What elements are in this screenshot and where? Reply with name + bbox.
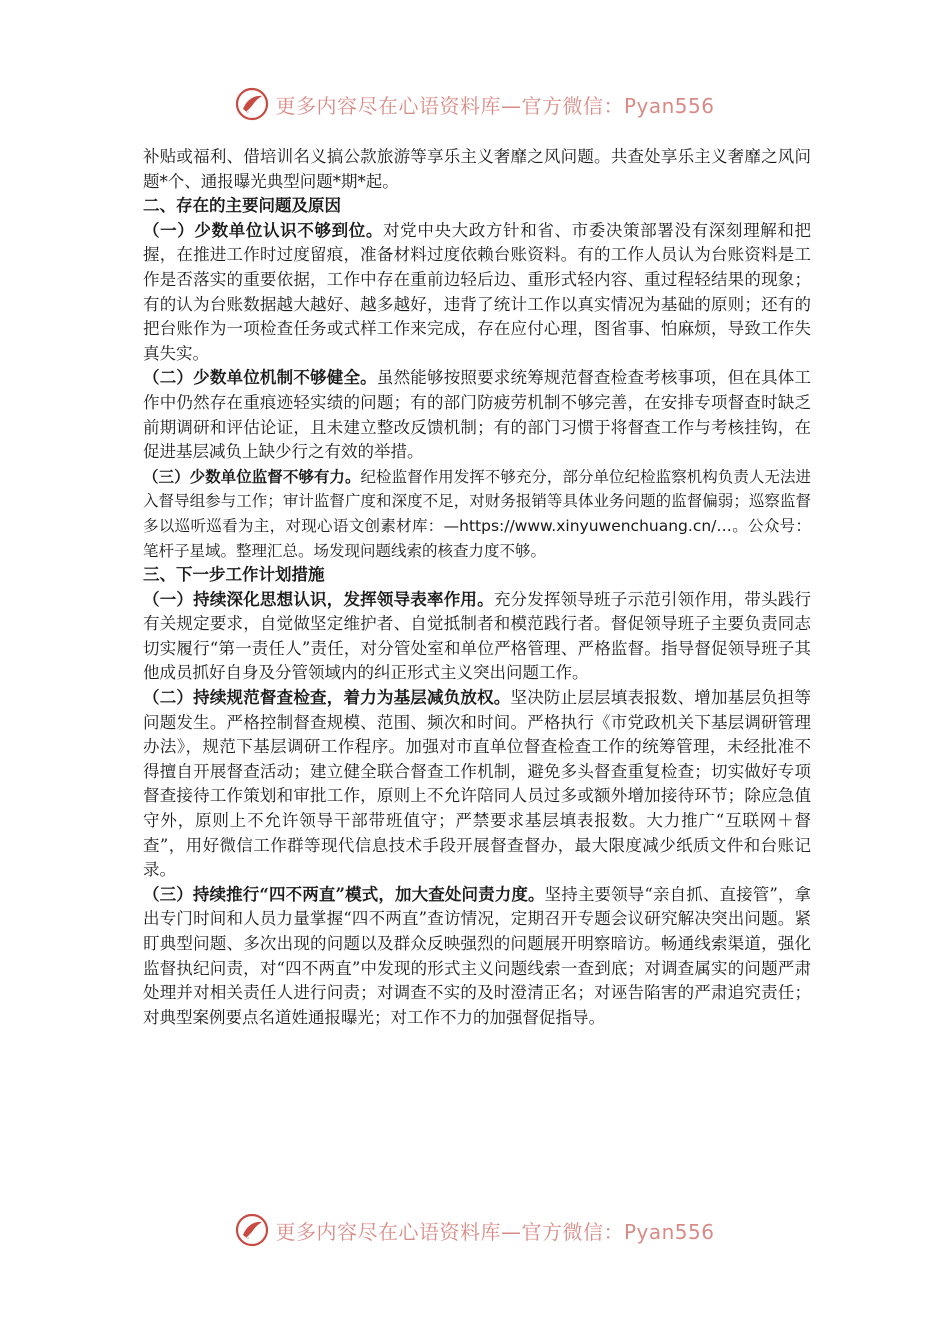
paragraph-body: 坚持主要领导“亲自抓、直接管”，拿出专门时间和人员力量掌握“四不两直”查访情况，定期召开专题会议研究解决突出问题。紧盯典型问题、多次出现的问题以及群众反映强烈的问题展开明察暗访。畅通线索渠道，强化监督执纪问责，对“四不两直”中发现的形式主义问题线索一查到底；对调查属实的问题严肃处理并对相关责任人进行问责；对调查不实的及时澄清正名；对诬告陷害的严肃追究责任；对典型案例要点名道姓通报曝光；对工作不力的加强督促指导。 [143, 884, 812, 1027]
paragraph-measure-1 [143, 588, 811, 686]
brand-logo-icon [235, 1213, 269, 1247]
document-body [143, 145, 811, 1030]
paragraph-body: 坚决防止层层填表报数、增加基层负担等问题发生。严格控制督查规模、范围、频次和时间。严格执行《市党政机关下基层调研管理办法》，规范下基层调研工作程序。加强对市直单位督查检查工作的统筹管理，未经批准不得擅自开展督查活动；建立健全联合督查工作机制，避免多头督查重复检查；切实做好专项督查接待工作策划和审批工作，原则上不允许陪同人员过多或额外增加接待环节；除应急值守外，原则上不允许领导干部带班值守；严禁要求基层填表报数。大力推广“互联网＋督查”，用好微信工作群等现代信息技术手段开展督查督办，最大限度减少纸质文件和台账记录。 [143, 688, 812, 880]
paragraph-problem-3 [143, 465, 811, 563]
paragraph-lead: （三）持续推行“四不两直”模式，加大查处问责力度。 [143, 884, 545, 904]
brand-logo-icon [235, 87, 269, 121]
paragraph-body: 对党中央大政方针和省、市委决策部署没有深刻理解和把握，在推进工作时过度留痕，准备材料过度依赖台账资料。有的工作人员认为台账资料是工作是否落实的重要依据，工作中存在重前边轻后边、重形式轻内容、重过程轻结果的现象；有的认为台账数据越大越好、越多越好，违背了统计工作以真实情况为基础的原则；还有的把台账作为一项检查任务或式样工作来完成，存在应付心理，图省事、怕麻烦，导致工作失真失实。 [143, 220, 812, 363]
paragraph-lead: （一）持续深化思想认识，发挥领导表率作用。 [143, 589, 494, 609]
watermark-text: 更多内容尽在心语资料库—官方微信：Pyan556 [275, 1219, 715, 1244]
header-watermark [0, 84, 950, 124]
paragraph-body: 充分发挥领导班子示范引领作用，带头践行有关规定要求，自觉做坚定维护者、自觉抵制者和模范践行者。督促领导班子主要负责同志切实履行“第一责任人”责任，对分管处室和单位严格管理、严格监督。指导督促领导班子其他成员抓好自身及分管领域内的纠正形式主义突出问题工作。 [143, 589, 812, 683]
paragraph-lead: （二）持续规范督查检查，着力为基层减负放权。 [143, 688, 511, 708]
paragraph-body: 纪检监督作用发挥不够充分，部分单位纪检监察机构负责人无法进入督导组参与工作；审计监督广度和深度不足，对财务报销等具体业务问题的监督偏弱；巡察监督多以巡听巡看为主，对现心语文创素材库：—https://www.xinyuwenchuang.cn/…。公众号：笔杆子星域。整理汇总。场发现问题线索的核查力度不够。 [143, 467, 811, 560]
paragraph-lead: （三）少数单位监督不够有力。 [143, 467, 361, 486]
watermark-text: 更多内容尽在心语资料库—官方微信：Pyan556 [275, 93, 715, 118]
paragraph-body: 虽然能够按照要求统筹规范督查检查考核事项，但在具体工作中仍然存在重痕迹轻实绩的问题；有的部门防疲劳机制不够完善，在安排专项督查时缺乏前期调研和评估论证，且未建立整改反馈机制；有的部门习惯于将督查工作与考核挂钩，在促进基层减负上缺少行之有效的举措。 [143, 368, 812, 462]
paragraph-problem-1 [143, 219, 811, 367]
paragraph-problem-2 [143, 366, 811, 464]
paragraph-continuation: 补贴或福利、借培训名义搞公款旅游等享乐主义奢靡之风问题。共查处享乐主义奢靡之风问题*个、通报曝光典型问题*期*起。 [143, 147, 811, 191]
footer-watermark [0, 1210, 950, 1250]
paragraph-measure-3 [143, 883, 811, 1031]
section-heading-problems: 二、存在的主要问题及原因 [143, 196, 341, 216]
paragraph-lead: （二）少数单位机制不够健全。 [143, 368, 377, 388]
paragraph-measure-2 [143, 686, 811, 883]
section-heading-next-steps: 三、下一步工作计划措施 [143, 565, 325, 585]
paragraph-lead: （一）少数单位认识不够到位。 [143, 220, 384, 240]
